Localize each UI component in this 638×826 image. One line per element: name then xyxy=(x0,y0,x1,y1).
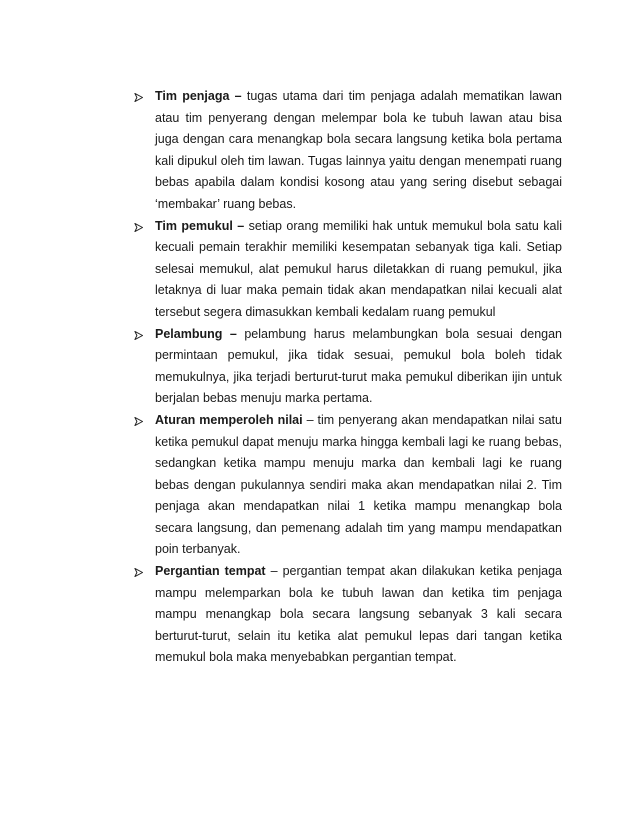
list-item-tim-penjaga xyxy=(134,86,562,216)
arrow-bullet-icon xyxy=(134,331,143,340)
item-term: Aturan memperoleh nilai xyxy=(155,412,303,427)
arrow-bullet-icon xyxy=(134,568,143,577)
list-item-tim-pemukul xyxy=(134,216,562,324)
arrow-bullet-icon xyxy=(134,417,143,426)
item-term: Tim pemukul – xyxy=(155,218,245,233)
list-item-pelambung xyxy=(134,324,562,410)
item-text: – tim penyerang akan mendapatkan nilai satu ketika pemukul dapat menuju marka hingga kembali lagi ke ruang bebas, sedangkan ketika mampu menuju marka dan kembali lagi ke ruang bebas dengan pukulannya sendiri maka akan mendapatkan nilai 2. Tim penjaga akan mendapatkan nilai 1 ketika mampu menangkap bola secara langsung, dan pemenang adalah tim yang mampu mendapatkan poin terbanyak. xyxy=(155,412,562,557)
arrow-bullet-icon xyxy=(134,223,143,232)
item-term: Pergantian tempat xyxy=(155,564,266,579)
item-text: tugas utama dari tim penjaga adalah mematikan lawan atau tim penyerang dengan melempar bola ke tubuh lawan atau bisa juga dengan cara menangkap bola secara langsung ketika bola pertama kali dipukul oleh tim lawan. Tugas lainnya yaitu dengan menempati ruang bebas apabila dalam kondisi kosong atau yang sering disebut sebagai ‘membakar’ ruang bebas. xyxy=(155,89,562,211)
item-term: Pelambung – xyxy=(155,326,237,341)
list-item-aturan-memperoleh-nilai xyxy=(134,410,562,561)
rules-list xyxy=(134,86,562,669)
item-term: Tim penjaga – xyxy=(155,89,242,103)
item-text: setiap orang memiliki hak untuk memukul bola satu kali kecuali pemain terakhir memiliki kesempatan sebanyak tiga kali. Setiap selesai memukul, alat pemukul harus diletakkan di ruang pemukul, jika letaknya di luar maka pemain tidak akan mendapatkan nilai kecuali alat tersebut segera dimasukkan kembali kedalam ruang pemukul xyxy=(155,218,562,319)
item-text: pelambung harus melambungkan bola sesuai dengan permintaan pemukul, jika tidak sesuai, pemukul bola boleh tidak memukulnya, jika terjadi berturut-turut maka pemukul diberikan ijin untuk berjalan bebas menuju marka pertama. xyxy=(155,326,563,406)
arrow-bullet-icon xyxy=(134,93,143,102)
item-text: – pergantian tempat akan dilakukan ketika penjaga mampu melemparkan bola ke tubuh lawan dan ketika tim penjaga mampu menangkap bola secara langsung sebanyak 3 kali secara berturut-turut, selain itu ketika alat pemukul lepas dari tangan ketika memukul bola maka menyebabkan pergantian tempat. xyxy=(155,564,562,665)
list-item-pergantian-tempat xyxy=(134,561,562,669)
